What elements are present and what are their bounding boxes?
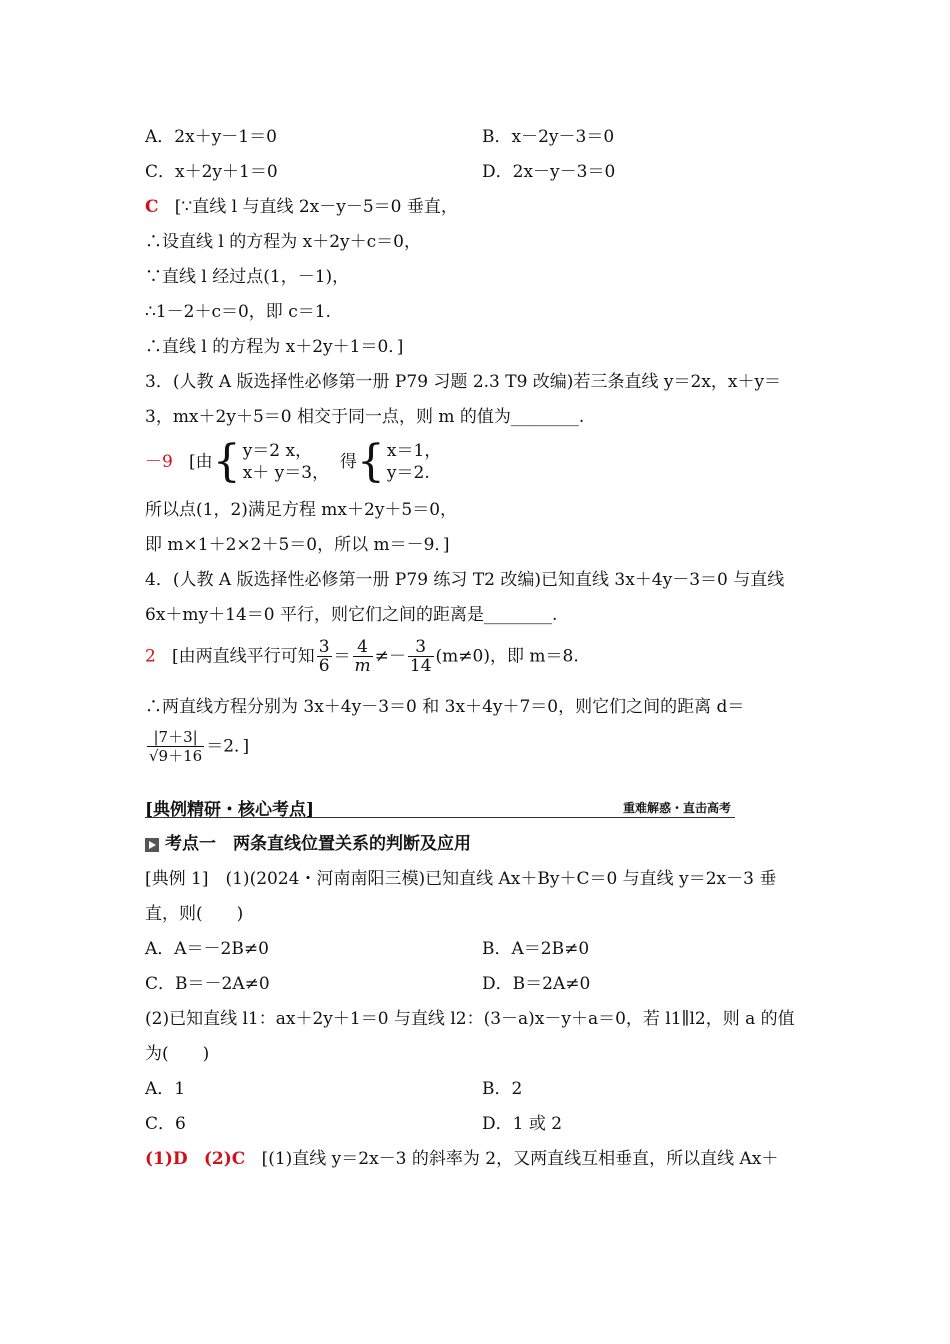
equation: y＝2. bbox=[386, 463, 430, 483]
play-triangle-icon bbox=[145, 838, 159, 852]
option-row bbox=[145, 160, 810, 184]
option-c: C．x＋2y＋1＝0 bbox=[145, 162, 278, 182]
solution-line: ∴设直线 l 的方程为 x＋2y＋c＝0， bbox=[145, 232, 421, 252]
denominator: 14 bbox=[409, 656, 432, 676]
option-a: A．A＝－2B≠0 bbox=[145, 939, 269, 959]
option-row bbox=[145, 1112, 810, 1136]
solution-line: ∴两直线方程分别为 3x＋4y－3＝0 和 3x＋4y＋7＝0，则它们之间的距离 d＝ bbox=[145, 697, 745, 717]
left-brace: { bbox=[212, 436, 241, 487]
solution-prefix: [由 bbox=[189, 452, 213, 472]
denominator: m bbox=[354, 656, 371, 676]
option-a: A．1 bbox=[145, 1079, 186, 1099]
solution-text: [∵直线 l 与直线 2x－y－5＝0 垂直， bbox=[174, 197, 458, 217]
solution-mid: 得 bbox=[339, 452, 357, 472]
option-b: B．2 bbox=[482, 1079, 523, 1099]
solution-line: 所以点(1，2)满足方程 mx＋2y＋5＝0， bbox=[145, 500, 458, 520]
example-2-line2: 为( ) bbox=[145, 1044, 210, 1064]
answer-label: 2 bbox=[145, 646, 156, 667]
section-subtitle: 重难解惑・直击高考 bbox=[622, 801, 731, 815]
equation-system-1 bbox=[243, 440, 329, 484]
example-1-line1: [典例 1] (1)(2024・河南南阳三模)已知直线 Ax＋By＋C＝0 与直线 y＝2x－3 垂 bbox=[145, 869, 777, 889]
q4-solution-fraction-line bbox=[145, 638, 810, 682]
q3-solution-system bbox=[145, 436, 810, 488]
option-c: C．B＝－2A≠0 bbox=[145, 974, 270, 994]
option-row bbox=[145, 125, 810, 149]
option-a: A．2x＋y－1＝0 bbox=[145, 127, 277, 147]
denominator: √9＋16 bbox=[149, 747, 203, 765]
fraction bbox=[408, 638, 434, 675]
question-4-line2: 6x＋my＋14＝0 平行，则它们之间的距离是________. bbox=[145, 605, 558, 625]
solution-line: ∴1－2＋c＝0，即 c＝1. bbox=[145, 302, 331, 322]
option-row bbox=[145, 1077, 810, 1101]
numerator: 4 bbox=[353, 638, 373, 657]
answer-label-2: (2)C bbox=[203, 1149, 246, 1169]
option-b: B．x－2y－3＝0 bbox=[482, 127, 615, 147]
equation: y＝2 x， bbox=[242, 441, 313, 461]
distance-fraction bbox=[147, 728, 204, 765]
example-2-line1: (2)已知直线 l1：ax＋2y＋1＝0 与直线 l2：(3－a)x－y＋a＝0，若 l1∥l2，则 a 的值 bbox=[145, 1009, 795, 1029]
solution-tail: ＝2．] bbox=[206, 736, 250, 757]
fraction bbox=[353, 638, 373, 675]
option-b: B．A＝2B≠0 bbox=[482, 939, 590, 959]
option-d: D．2x－y－3＝0 bbox=[482, 162, 616, 182]
option-c: C．6 bbox=[145, 1114, 186, 1134]
solution-line bbox=[145, 195, 810, 219]
not-equal-sign: ≠－ bbox=[374, 646, 406, 667]
equation: x＋ y＝3， bbox=[242, 463, 330, 483]
solution-line: 即 m×1＋2×2＋5＝0，所以 m＝－9．] bbox=[145, 535, 450, 555]
solution-text: [(1)直线 y＝2x－3 的斜率为 2，又两直线互相垂直，所以直线 Ax＋ bbox=[261, 1149, 779, 1169]
fraction bbox=[317, 638, 332, 675]
section-banner bbox=[145, 795, 735, 818]
numerator: 3 bbox=[318, 637, 330, 657]
solution-line: ∴直线 l 的方程为 x＋2y＋1＝0．] bbox=[145, 337, 404, 357]
question-3-line1: 3．(人教 A 版选择性必修第一册 P79 习题 2.3 T9 改编)若三条直线 y＝2x，x＋y＝ bbox=[145, 372, 782, 392]
numerator: |7＋3| bbox=[147, 728, 204, 747]
option-d: D．B＝2A≠0 bbox=[482, 974, 591, 994]
section-title: [典例精研・核心考点] bbox=[145, 800, 315, 820]
equals-sign: ＝ bbox=[333, 646, 351, 667]
option-row bbox=[145, 937, 810, 961]
kaodian-heading bbox=[145, 832, 810, 856]
example-1-line2: 直，则( ) bbox=[145, 904, 244, 924]
option-row bbox=[145, 972, 810, 996]
equation: x＝1， bbox=[386, 441, 442, 461]
question-3-line2: 3，mx＋2y＋5＝0 相交于同一点，则 m 的值为________. bbox=[145, 407, 585, 427]
solution-text: (m≠0)，即 m＝8. bbox=[435, 646, 579, 667]
equation-system-2 bbox=[387, 440, 441, 484]
solution-line: ∵直线 l 经过点(1，－1)， bbox=[145, 267, 350, 287]
answer-label: C bbox=[145, 197, 159, 217]
numerator: 3 bbox=[408, 638, 434, 657]
distance-fraction-line bbox=[145, 728, 810, 774]
answer-label: －9 bbox=[145, 452, 173, 472]
question-4-line1: 4．(人教 A 版选择性必修第一册 P79 练习 T2 改编)已知直线 3x＋4y－3＝0 与直线 bbox=[145, 570, 785, 590]
answer-label-1: (1)D bbox=[145, 1149, 188, 1169]
left-brace: { bbox=[356, 436, 385, 487]
option-d: D．1 或 2 bbox=[482, 1114, 563, 1134]
kaodian-text: 考点一 两条直线位置关系的判断及应用 bbox=[165, 834, 471, 854]
denominator: 6 bbox=[318, 656, 330, 676]
answers-line bbox=[145, 1147, 810, 1171]
solution-text: [由两直线平行可知 bbox=[172, 646, 315, 667]
